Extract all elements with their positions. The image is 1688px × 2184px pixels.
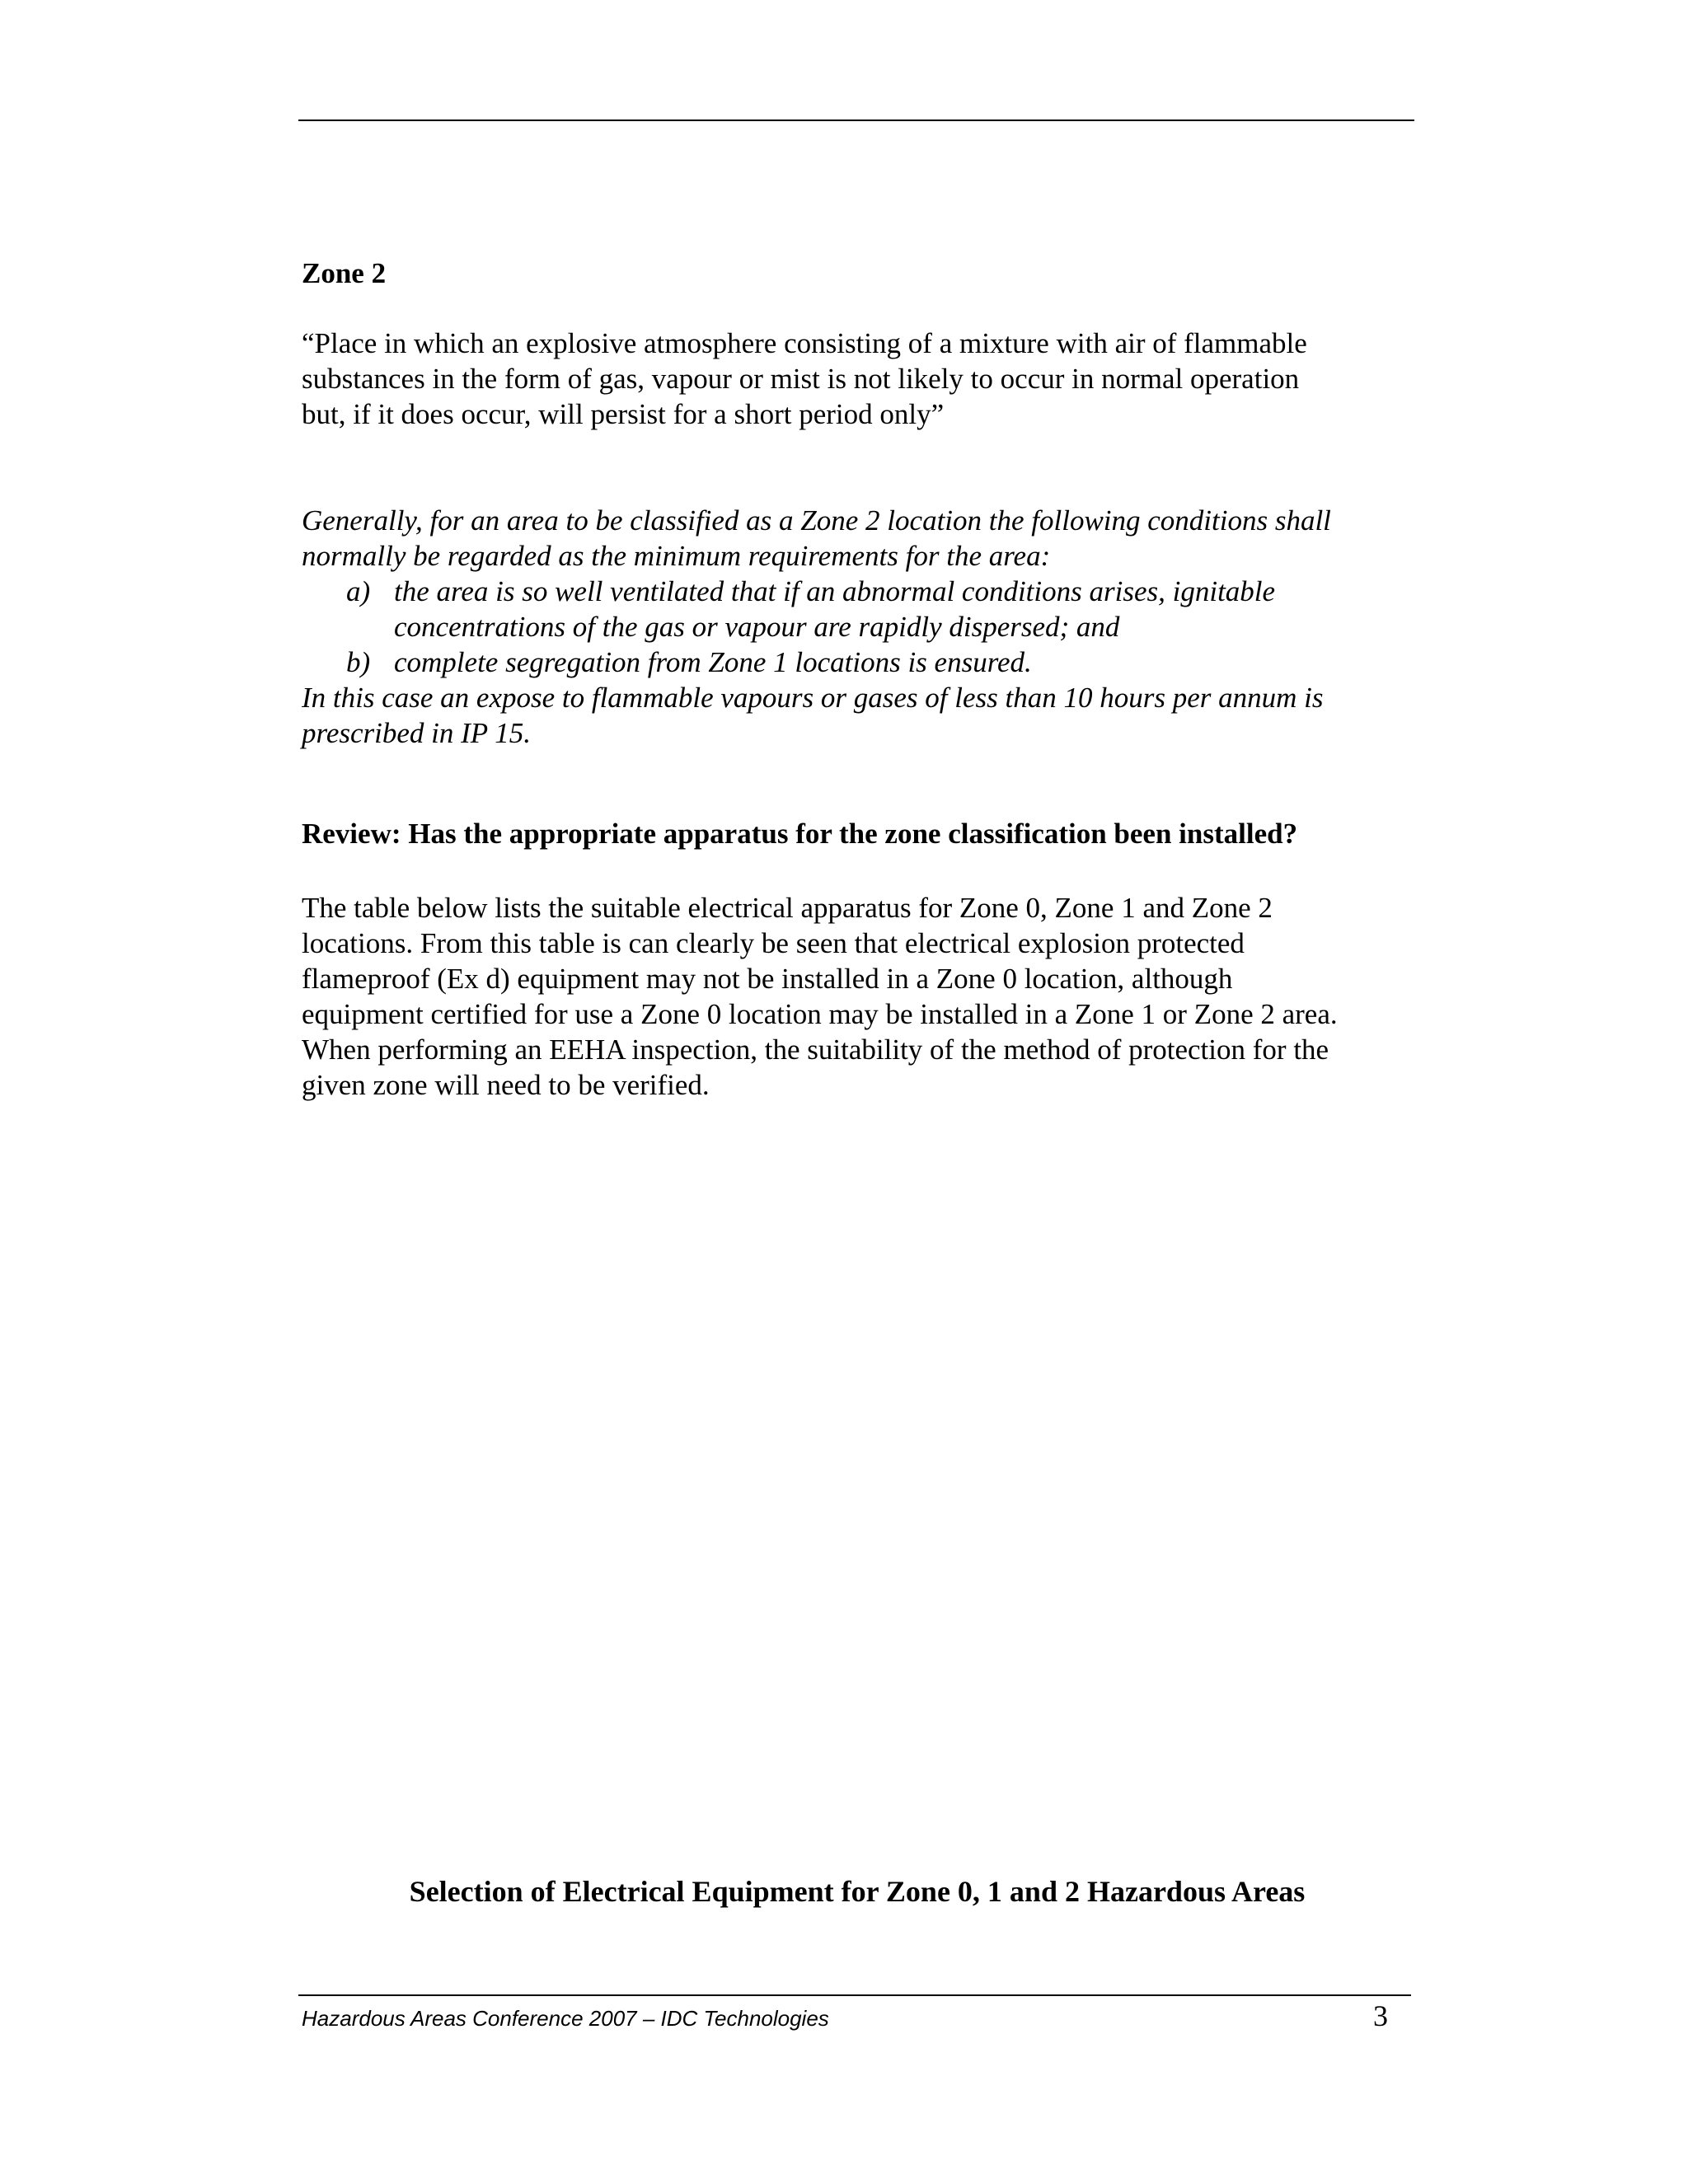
definition-line: “Place in which an explosive atmosphere consisting of a mixture with air of flammable (302, 327, 1307, 359)
header-rule (298, 120, 1414, 121)
requirements-closing-line: prescribed in IP 15. (302, 717, 532, 749)
footer-conference-title: Hazardous Areas Conference 2007 – IDC Technologies (302, 2006, 829, 2031)
paragraph-line: locations. From this table is can clearly be seen that electrical explosion protected (302, 927, 1245, 959)
selection-table-title: Selection of Electrical Equipment for Zone 0, 1 and 2 Hazardous Areas (409, 1875, 1306, 1908)
paragraph-line: equipment certified for use a Zone 0 location may be installed in a Zone 1 or Zone 2 area. (302, 998, 1338, 1030)
paragraph-line: The table below lists the suitable electrical apparatus for Zone 0, Zone 1 and Zone 2 (302, 892, 1273, 924)
paragraph-line: When performing an EEHA inspection, the suitability of the method of protection for the (302, 1033, 1329, 1066)
zone-2-definition (302, 326, 1423, 432)
list-item-line: concentrations of the gas or vapour are rapidly dispersed; and (394, 611, 1120, 643)
requirements-intro-line: normally be regarded as the minimum requirements for the area: (302, 540, 1051, 572)
footer-rule (298, 1994, 1411, 1996)
requirements-intro-line: Generally, for an area to be classified as a Zone 2 location the following conditions shall (302, 504, 1331, 537)
page-number: 3 (1373, 1999, 1388, 2032)
definition-line: but, if it does occur, will persist for a short period only” (302, 398, 945, 430)
requirements-closing-line: In this case an expose to flammable vapours or gases of less than 10 hours per annum is (302, 682, 1324, 714)
table-intro-paragraph (302, 890, 1423, 1103)
zone-2-requirements (302, 503, 1423, 751)
section-heading-zone-2: Zone 2 (302, 257, 387, 289)
review-question-heading: Review: Has the appropriate apparatus for the zone classification been installed? (302, 818, 1298, 850)
list-item (302, 644, 1423, 680)
list-marker: a) (346, 575, 371, 607)
list-marker: b) (346, 646, 371, 678)
requirements-list (302, 574, 1423, 680)
paragraph-line: flameproof (Ex d) equipment may not be installed in a Zone 0 location, although (302, 963, 1233, 995)
list-item-line: complete segregation from Zone 1 locations is ensured. (394, 646, 1032, 678)
list-item (302, 574, 1423, 644)
paragraph-line: given zone will need to be verified. (302, 1069, 710, 1101)
definition-line: substances in the form of gas, vapour or mist is not likely to occur in normal operation (302, 363, 1300, 395)
list-item-line: the area is so well ventilated that if an abnormal conditions arises, ignitable (394, 575, 1276, 607)
